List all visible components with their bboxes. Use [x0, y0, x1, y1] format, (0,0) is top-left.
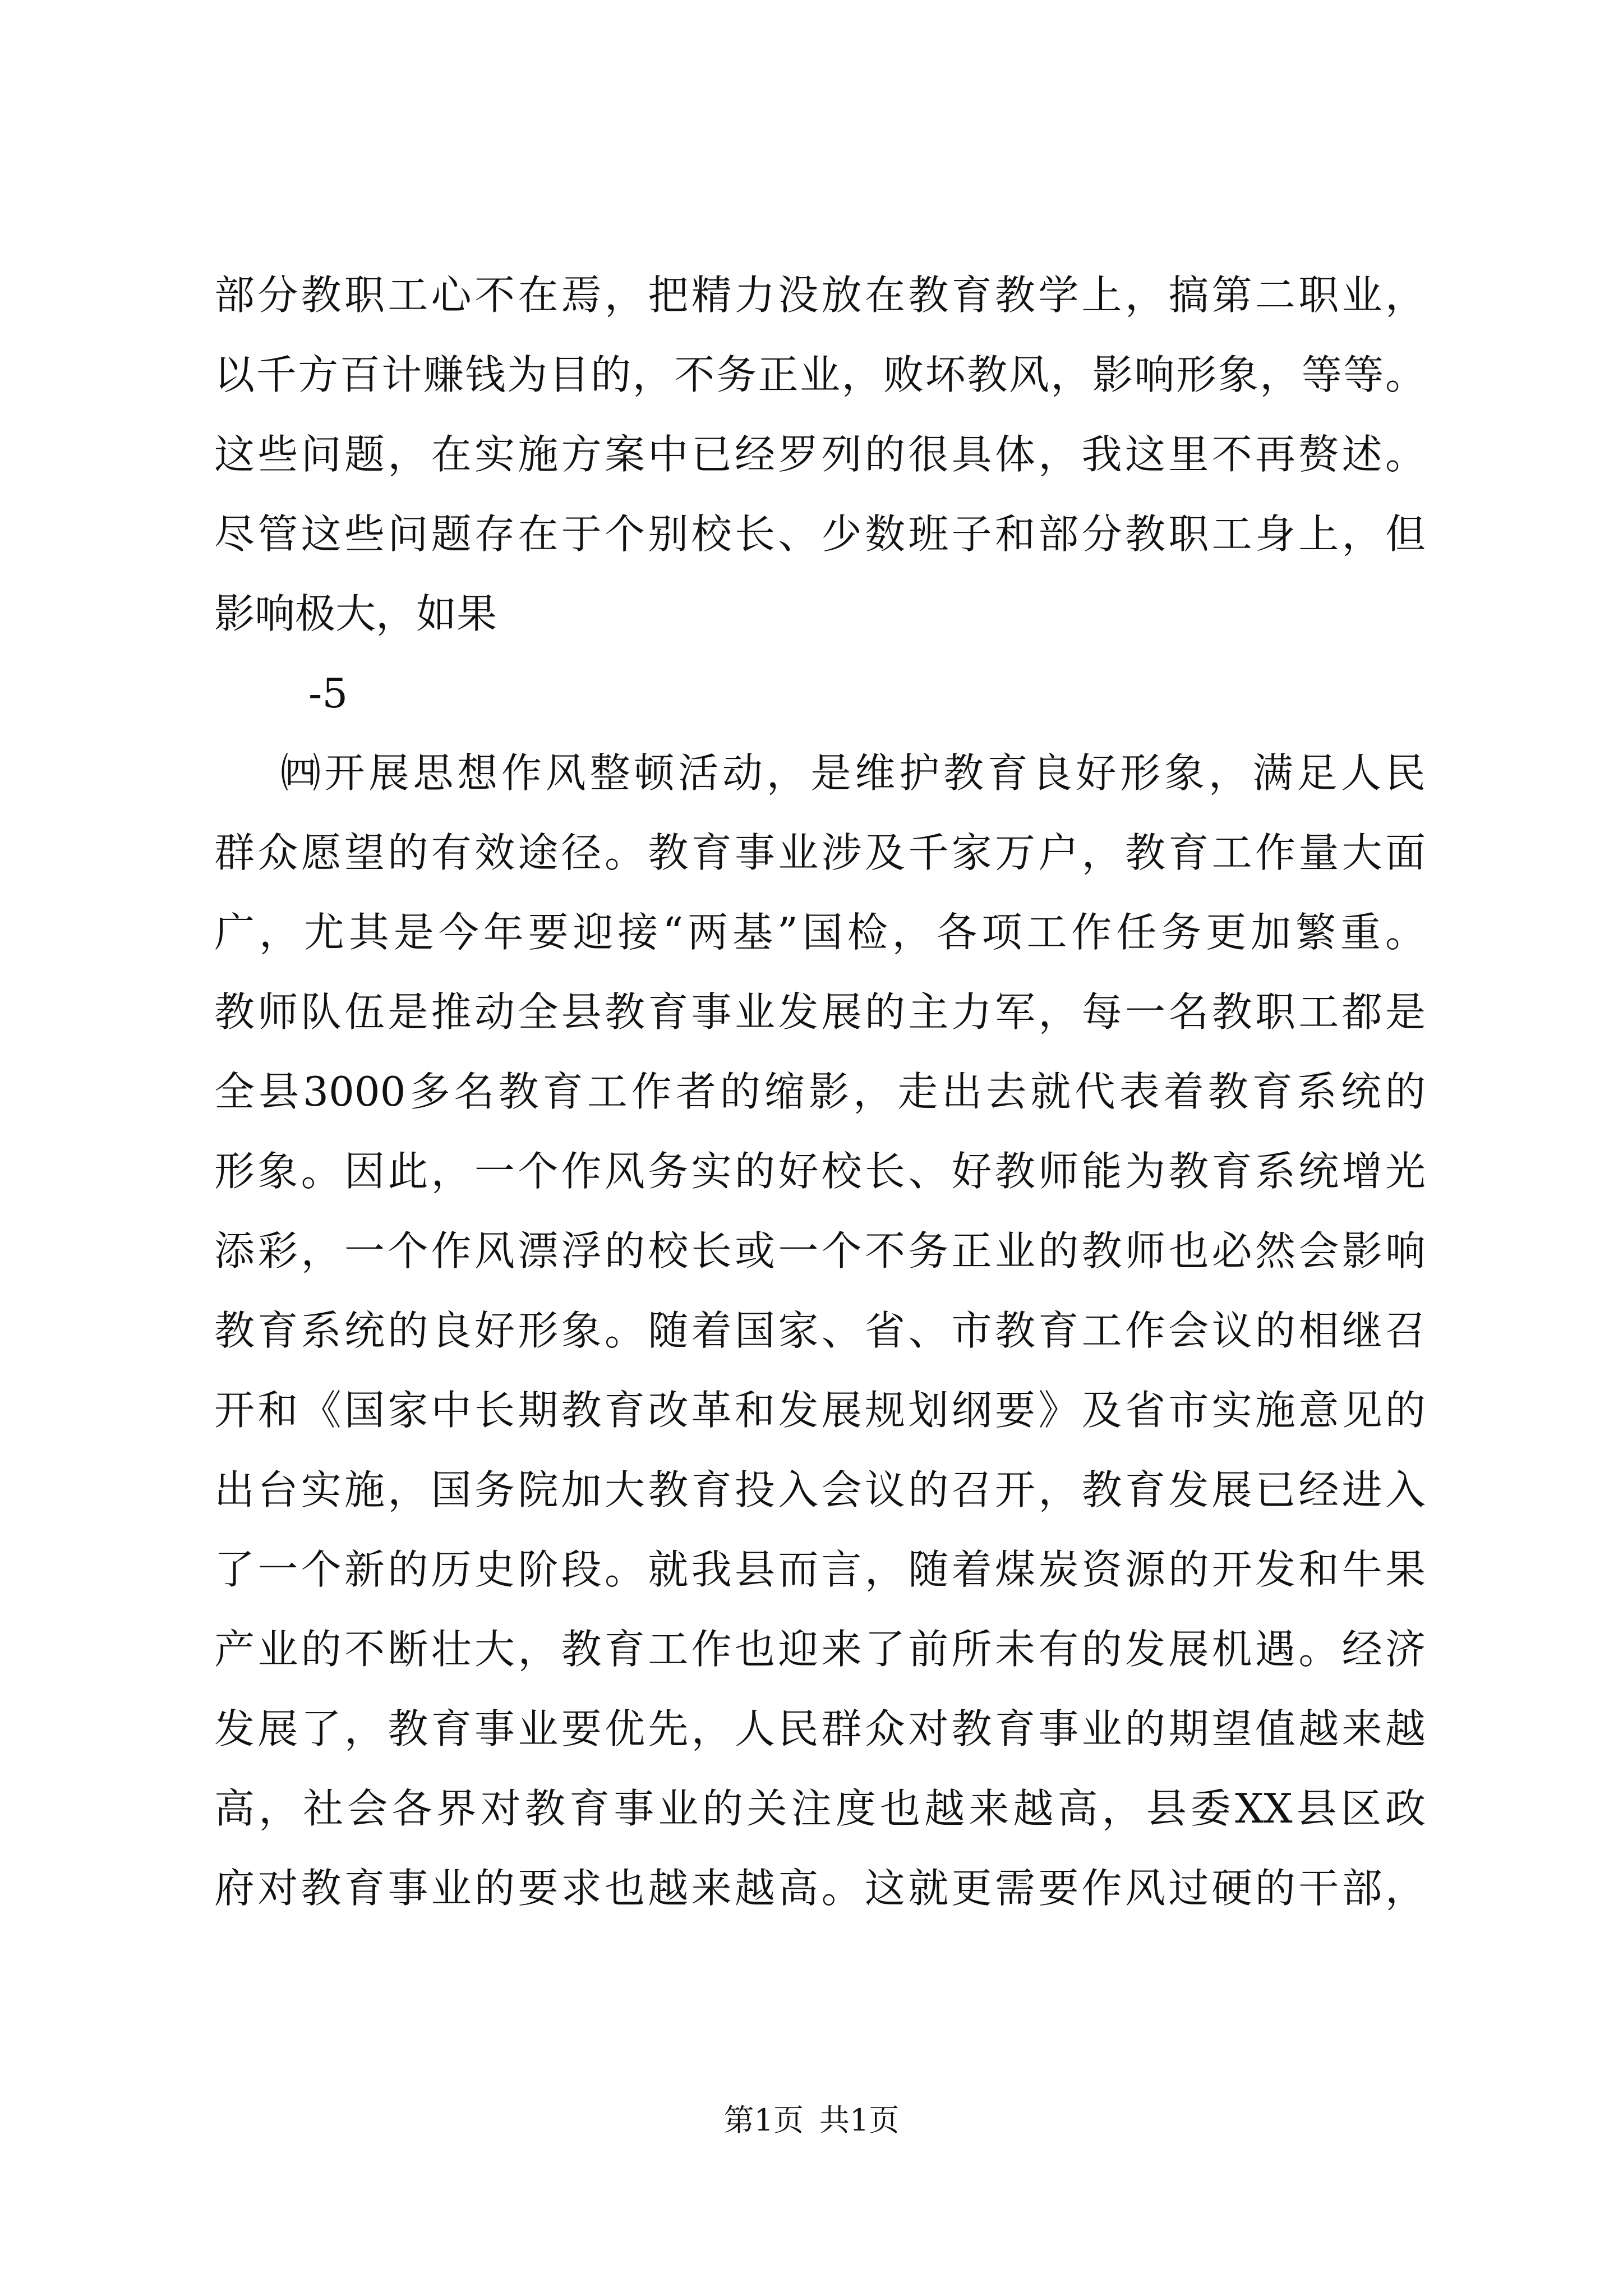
body-line: 群众愿望的有效途径。教育事业涉及千家万户，教育工作量大面 [214, 829, 1426, 876]
body-line: 了一个新的历史阶段。就我县而言，随着煤炭资源的开发和牛果 [214, 1546, 1426, 1593]
page-marker: -5 [308, 670, 348, 717]
body-line: 教师队伍是推动全县教育事业发展的主力军，每一名教职工都是 [214, 988, 1426, 1036]
document-body [214, 255, 1426, 1928]
body-line: 府对教育事业的要求也越来越高。这就更需要作风过硬的干部， [214, 1865, 1426, 1912]
body-line: 以千方百计赚钱为目的，不务正业，败坏教风，影响形象，等等。 [214, 351, 1426, 398]
page-footer [0, 2098, 1623, 2143]
page-number-label: 第1页 [723, 2102, 804, 2138]
body-line: 全县3000多名教育工作者的缩影，走出去就代表着教育系统的 [214, 1068, 1426, 1115]
body-line: 发展了，教育事业要优先，人民群众对教育事业的期望值越来越 [214, 1705, 1426, 1752]
body-line: 广，尤其是今年要迎接“两基”国检，各项工作任务更加繁重。 [214, 909, 1426, 956]
body-line: 部分教职工心不在焉，把精力没放在教育教学上，搞第二职业， [214, 272, 1426, 319]
body-line: 开和《国家中长期教育改革和发展规划纲要》及省市实施意见的 [214, 1387, 1426, 1434]
body-line: 影响极大，如果 [214, 590, 497, 637]
body-line: 尽管这些问题存在于个别校长、少数班子和部分教职工身上，但 [214, 510, 1426, 558]
page-total-label: 共1页 [819, 2102, 900, 2138]
body-line: 产业的不断壮大，教育工作也迎来了前所未有的发展机遇。经济 [214, 1626, 1426, 1673]
body-line: 教育系统的良好形象。随着国家、省、市教育工作会议的相继召 [214, 1307, 1426, 1354]
body-line: 形象。因此，一个作风务实的好校长、好教师能为教育系统增光 [214, 1148, 1426, 1195]
section-heading-line: ㈣开展思想作风整顿活动，是维护教育良好形象，满足人民 [280, 749, 1426, 797]
body-line: 高，社会各界对教育事业的关注度也越来越高，县委XX县区政 [214, 1785, 1426, 1832]
body-line: 出台实施，国务院加大教育投入会议的召开，教育发展已经进入 [214, 1466, 1426, 1513]
body-line: 这些问题，在实施方案中已经罗列的很具体，我这里不再赘述。 [214, 431, 1426, 478]
body-line: 添彩，一个作风漂浮的校长或一个不务正业的教师也必然会影响 [214, 1227, 1426, 1274]
